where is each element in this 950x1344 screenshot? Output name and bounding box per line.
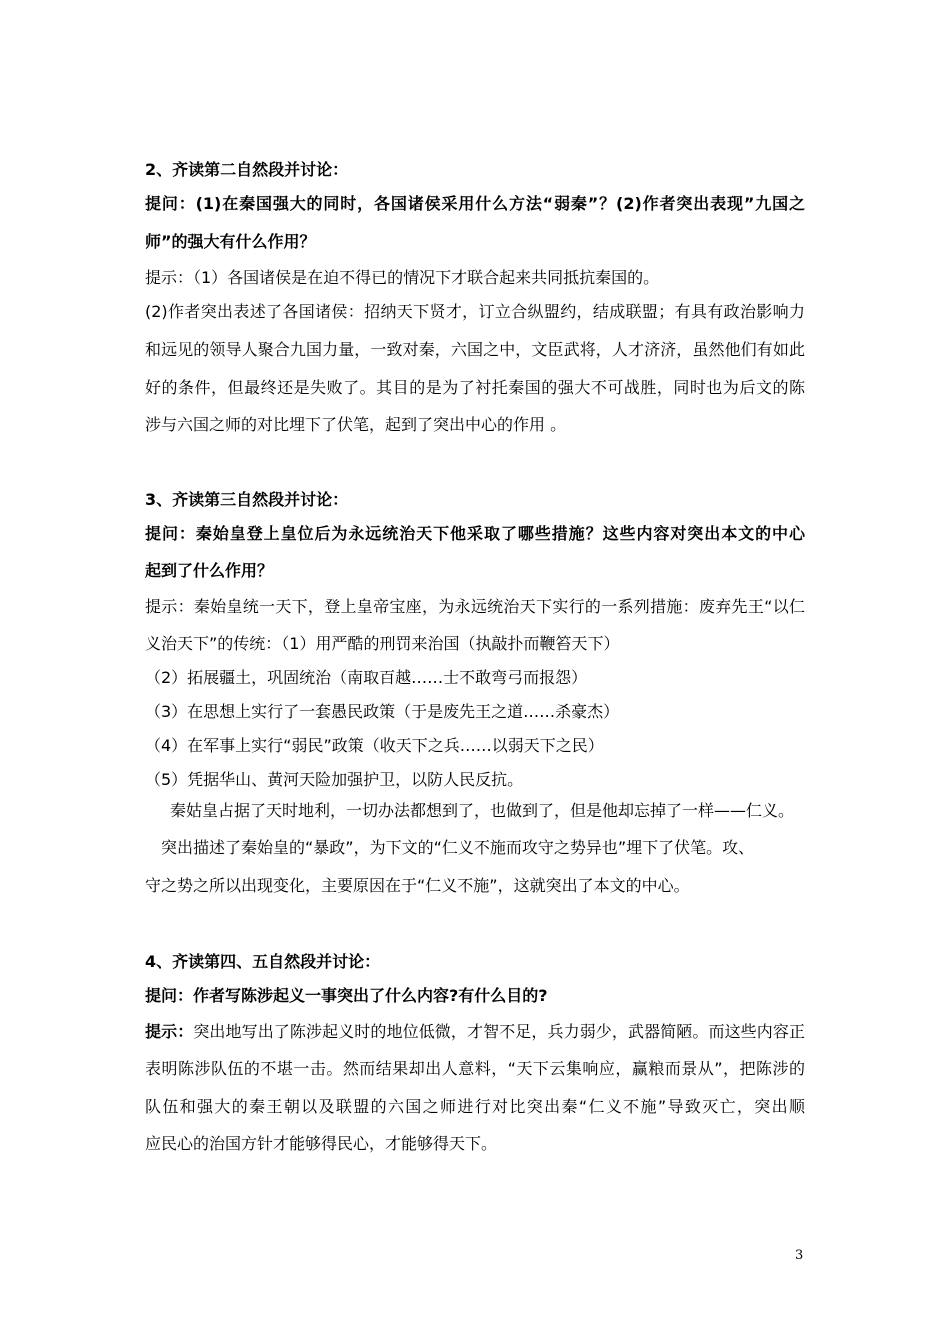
- section-2-hint-line-4: 好的条件，但最终还是失败了。其目的是为了衬托秦国的强大不可战胜，同时也为后文的陈: [145, 378, 805, 397]
- section-2-question-line-1: 提问：(1)在秦国强大的同时，各国诸侯采用什么方法“弱秦”？(2)作者突出表现”九国之: [145, 194, 805, 213]
- section-3-hint-line-5: （4）在军事上实行“弱民”政策（收天下之兵……以弱天下之民）: [145, 736, 604, 755]
- section-2-hint-line-2: (2)作者突出表述了各国诸侯：招纳天下贤才，订立合纵盟约，结成联盟；有具有政治影响力: [145, 302, 805, 321]
- section-3-hint-line-7: 秦姑皇占据了天时地利，一切办法都想到了，也做到了，但是他却忘掉了一样——仁义。: [170, 801, 795, 820]
- section-4-hint-label: 提示：: [145, 1022, 194, 1041]
- section-3-heading: 3、齐读第三自然段并讨论：: [145, 490, 349, 509]
- section-4-question: 提问：作者写陈涉起义一事突出了什么内容?有什么目的?: [145, 986, 548, 1005]
- section-3-hint-line-3: （2）拓展疆土，巩固统治（南取百越……士不敢弯弓而报怨）: [145, 668, 588, 687]
- section-4-hint-line-1: [145, 1022, 805, 1042]
- section-2-hint-line-5: 涉与六国之师的对比埋下了伏笔，起到了突出中心的作用 。: [145, 415, 567, 434]
- section-4-hint-line-2: 表明陈涉队伍的不堪一击。然而结果却出人意料，“天下云集响应，赢粮而景从”，把陈涉的: [145, 1059, 805, 1078]
- section-2-question-line-2: 师”的强大有什么作用？: [145, 232, 316, 251]
- section-4-hint-line-3: 队伍和强大的秦王朝以及联盟的六国之师进行对比突出秦“仁义不施”导致灭亡，突出顺: [145, 1097, 805, 1116]
- section-3-hint-line-4: （3）在思想上实行了一套愚民政策（于是废先王之道……杀豪杰）: [145, 702, 620, 721]
- section-3-hint-line-8: 突出描述了秦始皇的“暴政”，为下文的“仁义不施而攻守之势异也”埋下了伏笔。攻、: [161, 838, 755, 857]
- section-4-hint-line-4: 应民心的治国方针才能够得民心，才能够得天下。: [145, 1134, 498, 1153]
- page-number: 3: [795, 1248, 804, 1263]
- section-3-question-line-2: 起到了什么作用？: [145, 561, 274, 580]
- section-3-hint-line-6: （5）凭据华山、黄河天险加强护卫，以防人民反抗。: [145, 770, 524, 789]
- section-2-heading: 2、齐读第二自然段并讨论：: [145, 160, 349, 179]
- section-3-hint-line-2: 义治天下”的传统：（1）用严酷的刑罚来治国（执敲扑而鞭笞天下）: [145, 634, 620, 653]
- section-3-question-line-1: 提问：秦始皇登上皇位后为永远统治天下他采取了哪些措施？这些内容对突出本文的中心: [145, 524, 805, 543]
- section-4-heading: 4、齐读第四、五自然段并讨论：: [145, 952, 381, 971]
- section-4-hint-text-1: 突出地写出了陈涉起义时的地位低微，才智不足，兵力弱少，武器简陋。而这些内容正: [193, 1022, 805, 1041]
- section-3-hint-line-9: 守之势之所以出现变化，主要原因在于“仁义不施”，这就突出了本文的中心。: [145, 876, 690, 895]
- section-3-hint-line-1: 提示：秦始皇统一天下，登上皇帝宝座，为永远统治天下实行的一系列措施：废弃先王“以仁: [145, 597, 805, 616]
- section-2-hint-line-3: 和远见的领导人聚合九国力量，一致对秦，六国之中，文臣武将，人才济济，虽然他们有如此: [145, 340, 805, 359]
- section-2-hint-line-1: 提示：（1）各国诸侯是在迫不得已的情况下才联合起来共同抵抗秦国的。: [145, 268, 660, 287]
